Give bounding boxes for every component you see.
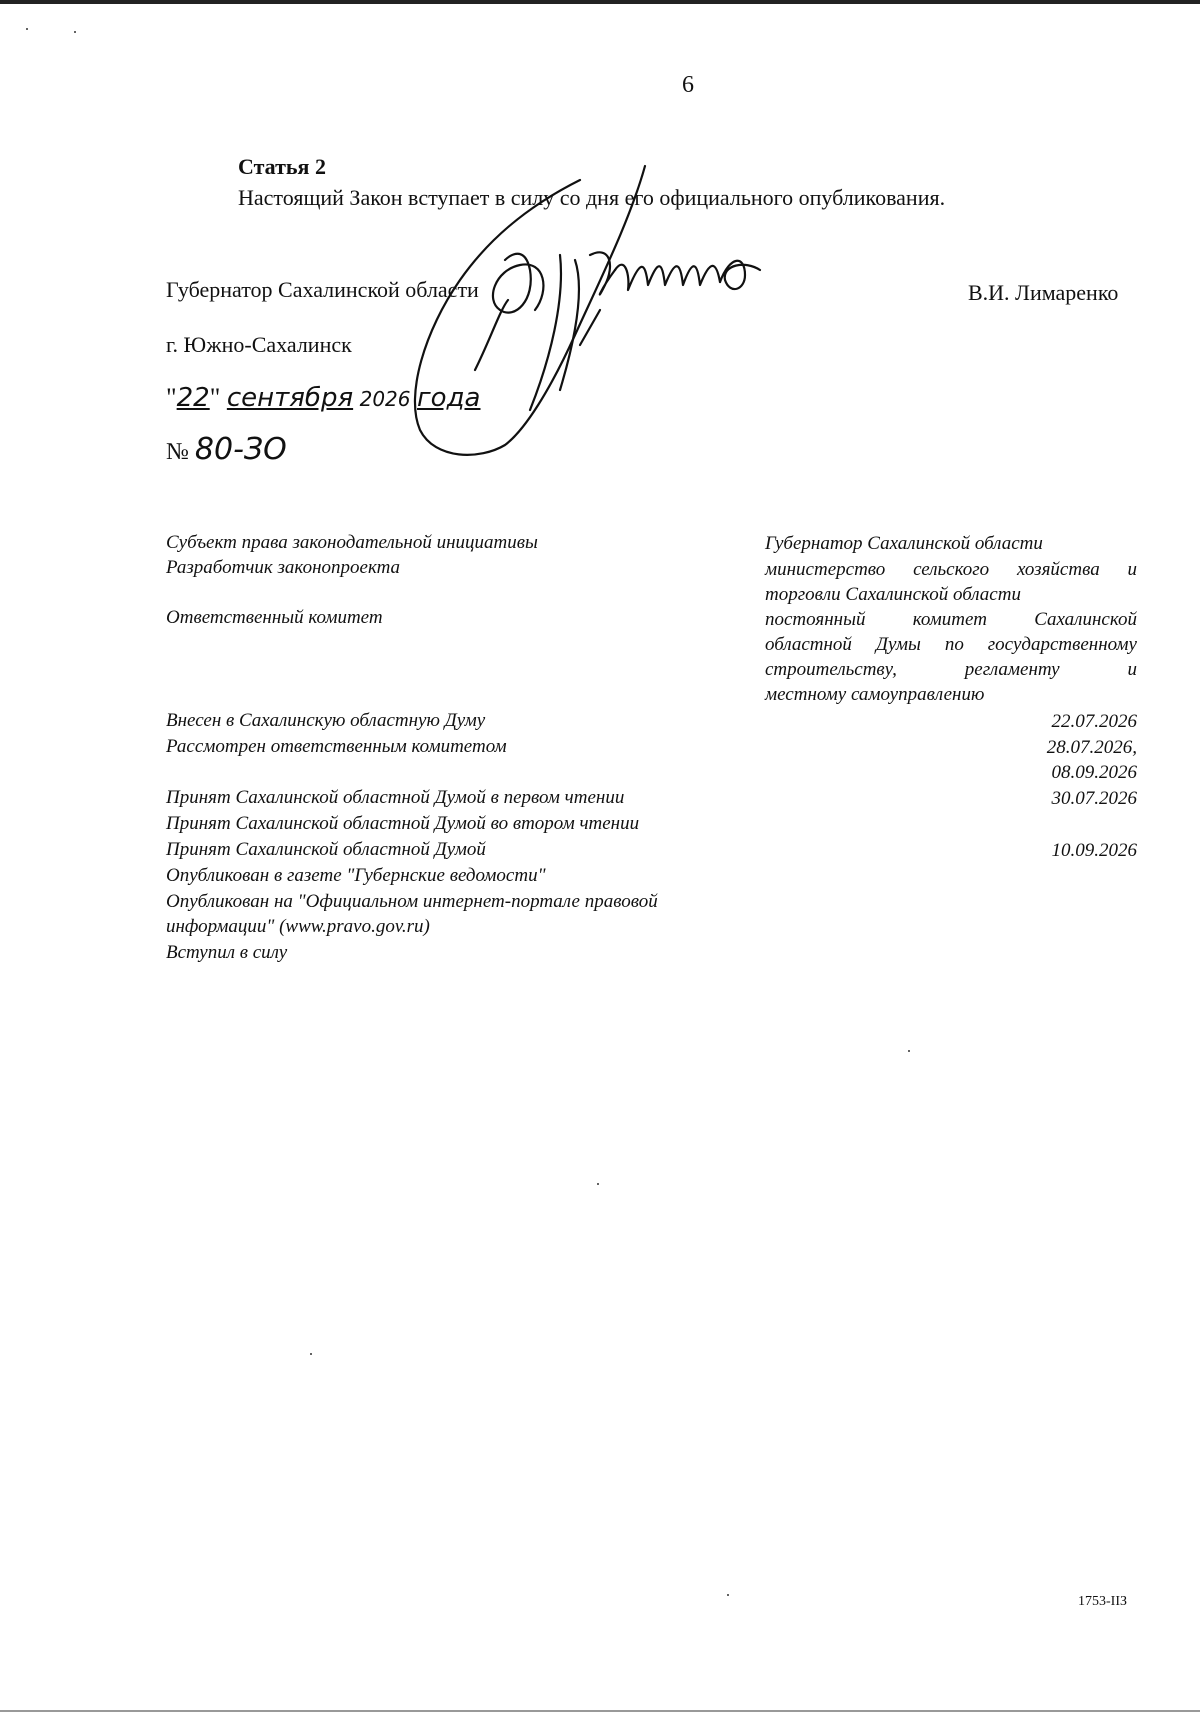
- committee-label: Ответственный комитет: [166, 607, 383, 628]
- committee-value-line: постоянный комитет Сахалинской: [765, 609, 1137, 630]
- second-reading-label: Принят Сахалинской областной Думой во втором чтении: [166, 813, 640, 834]
- scan-speck: [908, 1050, 910, 1052]
- governor-title: Губернатор Сахалинской области: [166, 277, 479, 302]
- bottom-edge-line: [0, 1710, 1200, 1712]
- submitted-label: Внесен в Сахалинскую областную Думу: [166, 710, 486, 731]
- first-reading-date: 30.07.2026: [1051, 788, 1137, 809]
- number-value: 80-ЗО: [194, 432, 287, 467]
- initiative-value-line: Губернатор Сахалинской области: [765, 533, 1043, 554]
- scan-speck: [727, 1594, 729, 1596]
- article-text: Настоящий Закон вступает в силу со дня его официального опубликования.: [238, 185, 946, 210]
- scan-speck: [74, 31, 76, 33]
- law-number: [166, 432, 287, 467]
- scan-speck: [310, 1353, 312, 1355]
- date-year: 2026: [359, 387, 411, 411]
- adopted-date: 10.09.2026: [1051, 840, 1137, 861]
- committee-value: [765, 607, 1137, 707]
- committee-value-line: областной Думы по государственному: [765, 634, 1137, 655]
- reviewed-date-1: 28.07.2026,: [1046, 737, 1137, 758]
- initiative-label: Субъект права законодательной инициативы: [166, 532, 538, 553]
- developer-value-line: министерство сельского хозяйства и: [765, 559, 1137, 580]
- adopted-label: Принят Сахалинской областной Думой: [166, 839, 486, 860]
- governor-signature: [400, 160, 860, 470]
- first-reading-label: Принят Сахалинской областной Думой в первом чтении: [166, 787, 625, 808]
- initiative-value: [765, 531, 1137, 556]
- top-edge-line: [0, 0, 1200, 4]
- developer-label: Разработчик законопроекта: [166, 557, 401, 578]
- published-portal-label: Опубликован на "Официальном интернет-портале правовой: [166, 891, 658, 912]
- published-newspaper-label: Опубликован в газете "Губернские ведомости": [166, 865, 546, 886]
- article-title: Статья 2: [238, 154, 326, 179]
- date-open-quote: ": [166, 383, 177, 412]
- date-year-word: года: [417, 383, 481, 413]
- reviewed-date-2: 08.09.2026: [1051, 762, 1137, 783]
- governor-name: В.И. Лимаренко: [968, 280, 1119, 305]
- city-line: г. Южно-Сахалинск: [166, 332, 352, 357]
- committee-value-line: строительству, регламенту и: [765, 659, 1137, 680]
- scan-speck: [26, 28, 28, 30]
- page-number: 6: [682, 72, 694, 98]
- published-portal-label-cont: информации" (www.pravo.gov.ru): [166, 916, 430, 937]
- date-month: сентября: [226, 383, 354, 413]
- developer-value-line: торговли Сахалинской области: [765, 584, 1021, 605]
- committee-value-line: местному самоуправлению: [765, 684, 985, 705]
- in-force-label: Вступил в силу: [166, 942, 288, 963]
- developer-value: [765, 557, 1137, 607]
- date-close-quote: ": [209, 383, 221, 412]
- scan-speck: [597, 1183, 599, 1185]
- document-code: 1753-IIЗ: [1078, 1594, 1127, 1609]
- date-day: 22: [176, 383, 210, 413]
- number-prefix: №: [166, 439, 189, 465]
- submitted-date: 22.07.2026: [1051, 711, 1137, 732]
- reviewed-label: Рассмотрен ответственным комитетом: [166, 736, 507, 757]
